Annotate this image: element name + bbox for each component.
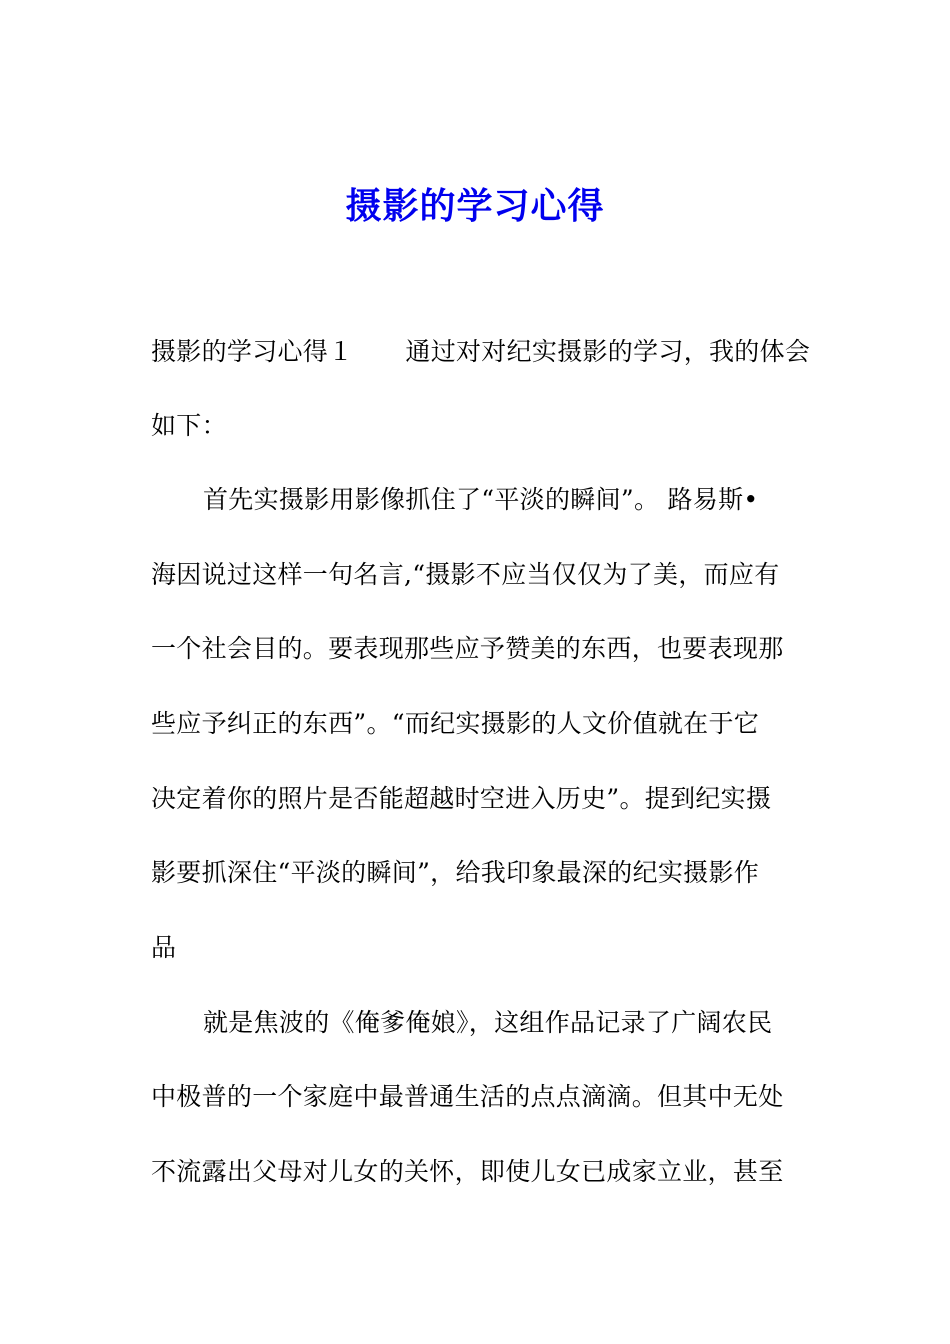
paragraph-line: [151, 335, 810, 369]
paragraph-line: 影要抓深住“平淡的瞬间”，给我印象最深的纪实摄影作: [151, 858, 760, 887]
subheading: 摄影的学习心得１: [151, 337, 354, 366]
paragraph-text: 通过对对纪实摄影的学习，我的体会: [405, 337, 811, 366]
paragraph-line: 中极普的一个家庭中最普通生活的点点滴滴。但其中无处: [151, 1082, 784, 1111]
paragraph-line: 品: [151, 933, 177, 962]
paragraph-line: 些应予纠正的东西”。“而纪实摄影的人文价值就在于它: [151, 709, 760, 738]
paragraph-line: 不流露出父母对儿女的关怀，即使儿女已成家立业，甚至: [151, 1157, 784, 1186]
paragraph-line: 决定着你的照片是否能超越时空进入历史”。提到纪实摄: [151, 784, 772, 813]
paragraph-line: 首先实摄影用影像抓住了“平淡的瞬间”。 路易斯•: [203, 485, 759, 514]
paragraph-line: 海因说过这样一句名言,“摄影不应当仅仅为了美，而应有: [151, 560, 780, 589]
document-title: 摄影的学习心得: [345, 185, 605, 227]
paragraph-line: 一个社会目的。要表现那些应予赞美的东西，也要表现那: [151, 634, 784, 663]
paragraph-line: 如下：: [151, 411, 227, 440]
paragraph-line: 就是焦波的《俺爹俺娘》，这组作品记录了广阔农民: [203, 1008, 773, 1037]
